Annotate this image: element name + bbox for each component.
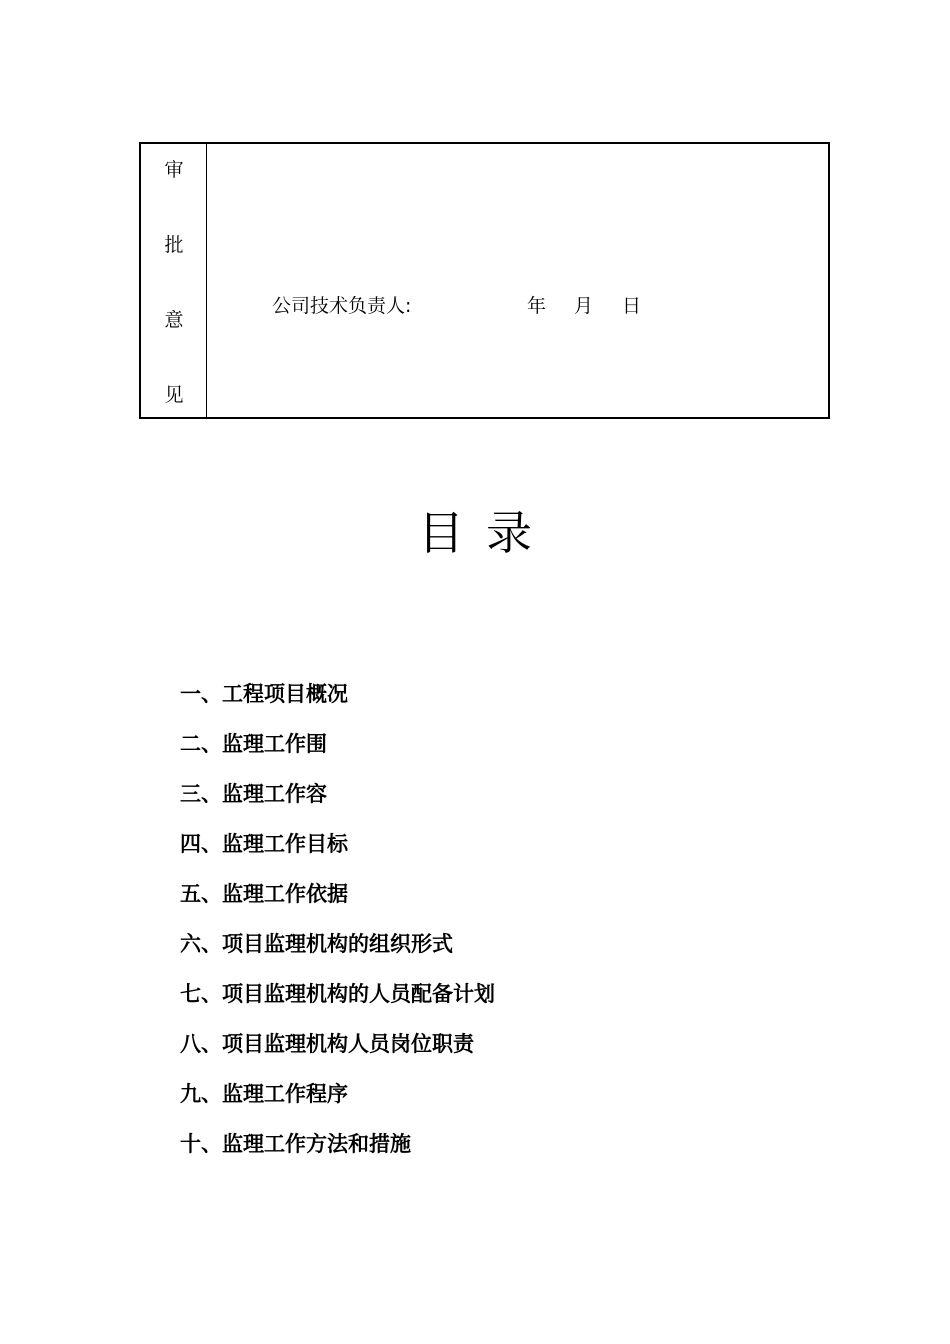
- approval-table: [139, 142, 830, 419]
- toc-title: 目录: [418, 506, 554, 560]
- toc-item[interactable]: 二、监理工作围: [180, 732, 327, 756]
- signer-label: 公司技术负责人:: [272, 295, 412, 317]
- approval-label-char: 审: [164, 159, 184, 181]
- approval-label-char: 批: [164, 234, 184, 256]
- approval-label-char: 见: [164, 384, 184, 406]
- toc-item[interactable]: 十、监理工作方法和措施: [180, 1132, 411, 1156]
- toc-list: [180, 680, 495, 1180]
- toc-item[interactable]: 七、项目监理机构的人员配备计划: [180, 982, 495, 1006]
- toc-item[interactable]: 一、工程项目概况: [180, 682, 348, 706]
- approval-label-cell: [141, 144, 207, 417]
- date-year-label: 年: [527, 295, 547, 317]
- toc-item[interactable]: 五、监理工作依据: [180, 882, 348, 906]
- date-month-label: 月: [574, 295, 594, 317]
- toc-item[interactable]: 六、项目监理机构的组织形式: [180, 932, 453, 956]
- date-day-label: 日: [622, 295, 642, 317]
- toc-item[interactable]: 九、监理工作程序: [180, 1082, 348, 1106]
- approval-label-char: 意: [164, 309, 184, 331]
- toc-item[interactable]: 三、监理工作容: [180, 782, 327, 806]
- approval-content-cell: [207, 144, 828, 417]
- toc-item[interactable]: 四、监理工作目标: [180, 832, 348, 856]
- toc-item[interactable]: 八、项目监理机构人员岗位职责: [180, 1032, 474, 1056]
